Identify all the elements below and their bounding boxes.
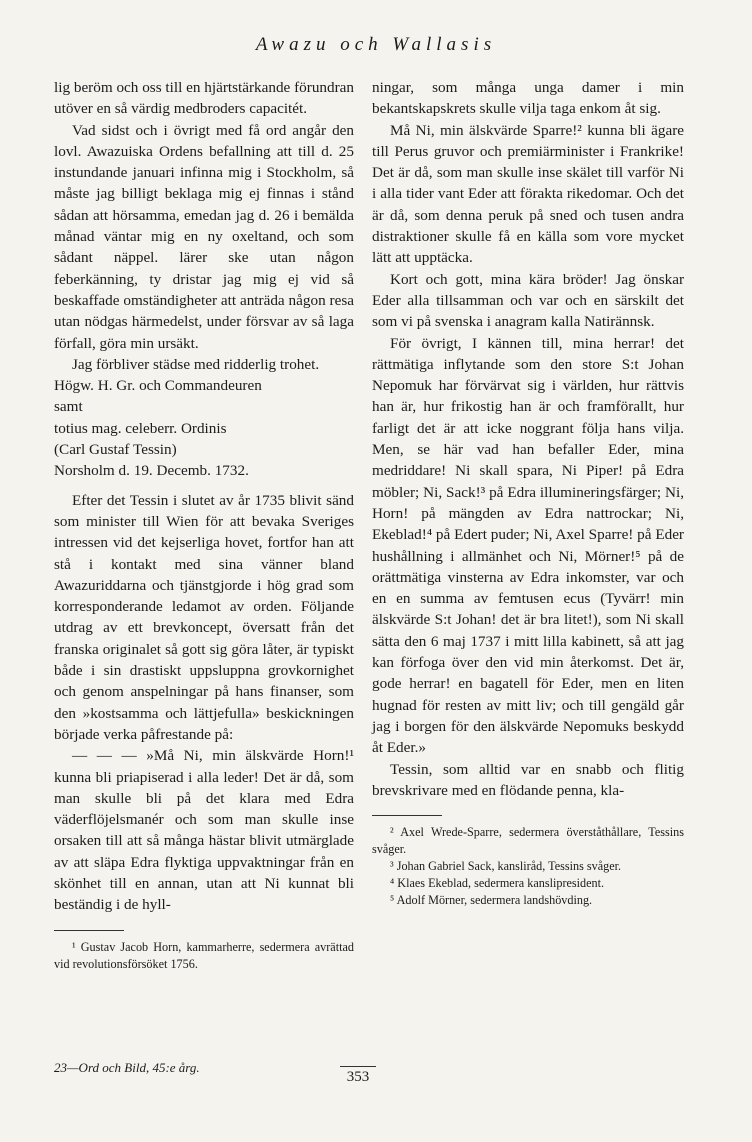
signature-line: (Carl Gustaf Tessin) — [54, 441, 177, 459]
paragraph: ningar, som många unga damer i min bekantskapskrets skulle vilja taga enkom åt sig. — [372, 79, 684, 118]
footnote-rule — [54, 930, 124, 931]
right-column — [372, 77, 684, 909]
paragraph: Tessin, som alltid var en snabb och flitig brevskrivare med en flödande penna, kla- — [372, 760, 684, 799]
paragraph: lig beröm och oss till en hjärtstärkande förundran utöver en så värdig medbroders capacitét. — [54, 79, 354, 118]
printer-signature: 23—Ord och Bild, 45:e årg. — [54, 1060, 200, 1075]
paragraph: Efter det Tessin i slutet av år 1735 blivit sänd som minister till Wien för att bevaka Sveriges intressen vid det kejserliga hovet, fortfor han att stå i kontakt med sina vänner bland Awazuriddarna och tjänstgjorde i hög grad som korresponderande ledamot av orden. Följande utdrag av ett brevkoncept, översatt från det franska originalet så gott sig göra låter, är typiskt både i sin drastiskt uppsluppna grovkornighet och genom anspelningar på hans finanser, som den »kostsamma och lättjefulla» beskickningen började verka påfrestande på: — [54, 491, 354, 743]
paragraph: För övrigt, I kännen till, mina herrar! det rättmätiga inflytande som den store S:t Johan Nepomuk har förvärvat sig i världen, hur rättvis han är, hur frikostig han är och framförallt, hur farligt det är att icke noggrant följa hans vilja. Men, se här vad han befaller Eder, mina medriddare! Ni skall spara, Ni Piper! på Edra möbler; Ni, Sack!³ på Edra illumineringsfärger; Ni, Horn! på mängden av Edra nattrockar; Ni, Ekeblad!⁴ på Edert puder; Ni, Axel Sparre! på Eder hushållning i allmänhet och Ni, Mörner!⁵ på de orättmätiga vinsterna av Edra inkomster, var och en en summa av femtusen ecus (Tyvärr! min älskvärde S:t Johan! det är bra litet!), som Ni skall sätta den 6 maj 1737 i mitt lilla kabinett, så att jag kan förfoga över den vid min återkomst. Det är, gode herrar! en bagatell för Eder, men en liten hugnad för resten av mitt liv; och till gengäld går jag i borgen för den älskvärde Nepomuks beskydd åt Eder.» — [372, 334, 684, 757]
footnote: ¹ Gustav Jacob Horn, kammarherre, sedermera avrättad vid revolutionsförsöket 1756. — [54, 939, 354, 971]
page-number: 353 — [340, 1066, 376, 1086]
paragraph: Må Ni, min älskvärde Sparre!² kunna bli ägare till Perus gruvor och premiärminister i Frankrike! Det är då, som man skulle inse skälet till varför Ni i alla tider vant Eder att förakta rikedomar. Och det är då, som denna peruk på sned och tusen andra distraktioner skulle få en källa som vore mycket lätt att upptäcka. — [372, 121, 684, 267]
paragraph: Vad sidst och i övrigt med få ord angår den lovl. Awazuiska Ordens befallning att till d. 25 instundande januari infinna mig i Stockholm, så måste jag billigt beklaga mig ej finnas i stånd sådan att hörsamma, emedan jag d. 26 i bemälda månad väntar mig en ny oxeltand, och som sådant näppel. lärer ske utan någon feberkänning, ty dristar jag mig ej vid så beskaffade omständigheter att anträda någon resa utan nödgas härmedelst, under försvar av så laga förfall, göra min ursäkt. — [54, 121, 354, 352]
running-header: Awazu och Wallasis — [255, 34, 497, 55]
footnote-rule — [372, 815, 442, 816]
footnote: ⁴ Klaes Ekeblad, sedermera kanslipresident. — [390, 876, 605, 891]
signature-line: Högw. H. Gr. och Commandeuren — [54, 377, 262, 395]
signature-date: Norsholm d. 19. Decemb. 1732. — [54, 462, 249, 480]
signature-line: totius mag. celeberr. Ordinis — [54, 419, 227, 437]
footnote: ⁵ Adolf Mörner, sedermera landshövding. — [390, 893, 593, 908]
paragraph: — — — »Må Ni, min älskvärde Horn!¹ kunna bli priapiserad i alla leder! Det är då, som man skulle bli på det klara med Edra väderflöjelsmanér och som man skulle inse orsaken till att så många hästar blivit utmärglade av att släpa Edra flyktiga uppvaktningar från en skönhet till en annan, utan att Ni kunnat bli beständig i de hyll- — [54, 747, 354, 914]
signature-line: samt — [54, 398, 83, 416]
left-column — [54, 77, 354, 973]
signature-line: Jag förbliver städse med ridderlig trohet. — [72, 355, 320, 373]
footnote: ³ Johan Gabriel Sack, kansliråd, Tessins svåger. — [390, 859, 622, 874]
footnote: ² Axel Wrede-Sparre, sedermera överståthållare, Tessins svåger. — [372, 825, 684, 857]
paragraph: Kort och gott, mina kära bröder! Jag önskar Eder alla tillsamman och var och en särskilt det som vi på svenska i anagram kalla Natirännsk. — [372, 270, 684, 331]
